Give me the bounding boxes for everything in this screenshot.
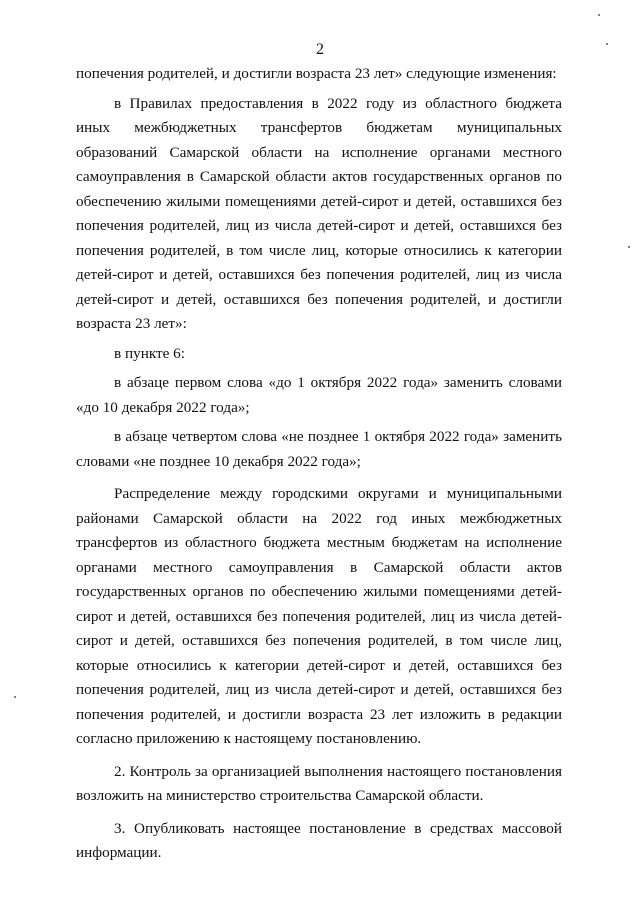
paragraph-fourth-abzac: в абзаце четвертом слова «не позднее 1 октября 2022 года» заменить словами «не позднее 10 декабря 2022 года»; <box>76 428 562 470</box>
document-body <box>76 62 562 866</box>
paragraph-publish: 3. Опубликовать настоящее постановление в средствах массовой информации. <box>76 819 562 861</box>
paragraph-rules-title: в Правилах предоставления в 2022 году из областного бюджета иных межбюджетных трансфертов бюджетам муниципальных образований Самарской области на исполнение органами местного самоуправления в Самарской области актов государственных органов по обеспечению жилыми помещениями детей-сирот и детей, оставшихся без попечения родителей, лиц из числа детей-сирот и детей, оставшихся без попечения родителей, в том числе лиц, которые относились к категории детей-сирот и детей, оставшихся без попечения родителей, лиц из числа детей-сирот и детей, оставшихся без попечения родителей, и достигли возраста 23 лет»: <box>76 94 562 332</box>
paragraph-first-abzac: в абзаце первом слова «до 1 октября 2022 года» заменить словами «до 10 декабря 2022 года»; <box>76 374 562 416</box>
scan-speck <box>14 696 16 698</box>
scan-speck <box>606 43 608 45</box>
paragraph-control: 2. Контроль за организацией выполнения настоящего постановления возложить на министерство строительства Самарской области. <box>76 762 562 804</box>
paragraph-distribution: Распределение между городскими округами и муниципальными районами Самарской области на 2022 год иных межбюджетных трансфертов из областного бюджета местным бюджетам на исполнение органами местного самоуправления в Самарской области актов государственных органов по обеспечению жилыми помещениями детей-сирот и детей, оставшихся без попечения родителей, лиц из числа детей-сирот и детей, оставшихся без попечения родителей, в том числе лиц, которые относились к категории детей-сирот и детей, оставшихся без попечения родителей, лиц из числа детей-сирот и детей, оставшихся без попечения родителей, и достигли возраста 23 лет изложить в редакции согласно приложению к настоящему постановлению. <box>76 485 562 747</box>
paragraph-intro-continuation: попечения родителей, и достигли возраста 23 лет» следующие изменения: <box>76 65 557 82</box>
scan-speck <box>628 246 630 248</box>
page-number: 2 <box>316 41 324 58</box>
paragraph-point-6: в пункте 6: <box>114 344 185 362</box>
scan-speck <box>598 14 600 16</box>
